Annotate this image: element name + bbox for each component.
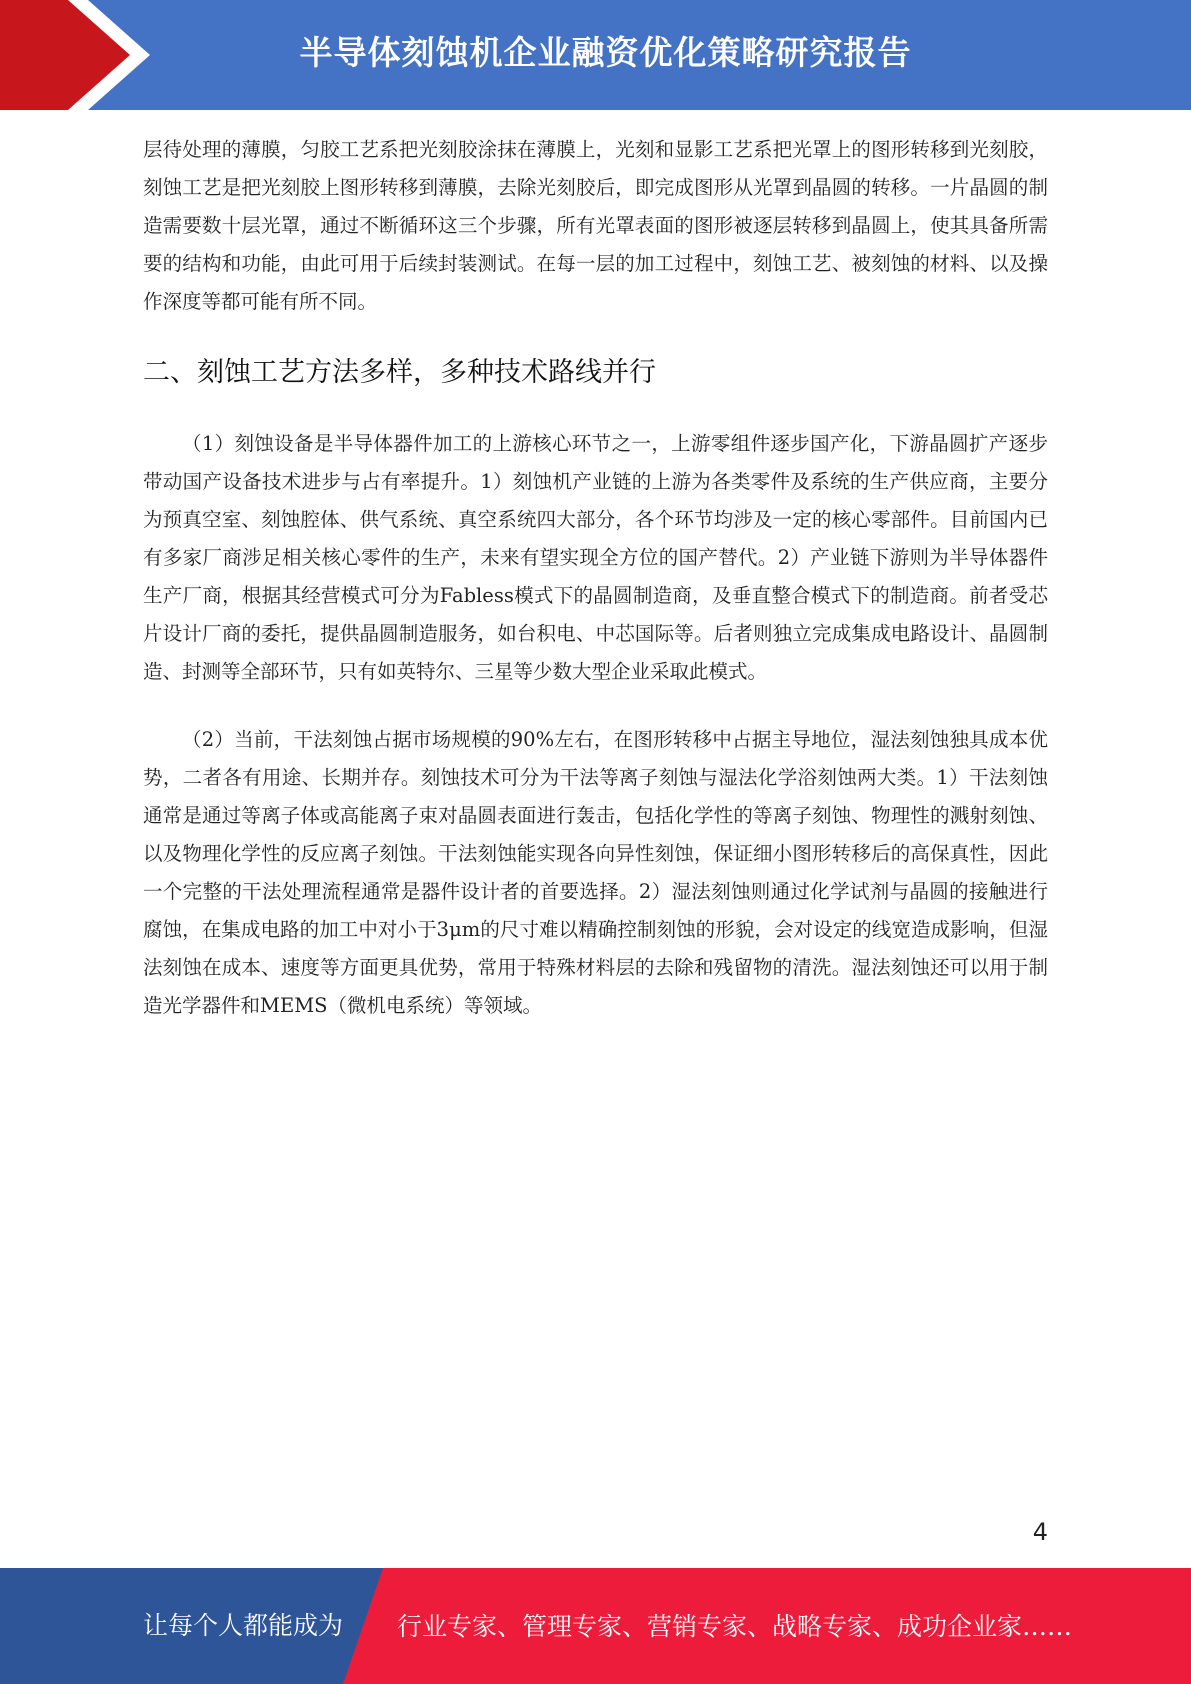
page-content [143, 131, 1048, 1025]
page-header [0, 0, 1191, 110]
body-paragraph-2: （2）当前，干法刻蚀占据市场规模的90%左右，在图形转移中占据主导地位，湿法刻蚀独具成本优势，二者各有用途、长期并存。刻蚀技术可分为干法等离子刻蚀与湿法化学浴刻蚀两大类。1）干法刻蚀通常是通过等离子体或高能离子束对晶圆表面进行轰击，包括化学性的等离子刻蚀、物理性的溅射刻蚀、以及物理化学性的反应离子刻蚀。干法刻蚀能实现各向异性刻蚀，保证细小图形转移后的高保真性，因此一个完整的干法处理流程通常是器件设计者的首要选择。2）湿法刻蚀则通过化学试剂与晶圆的接触进行腐蚀，在集成电路的加工中对小于3μm的尺寸难以精确控制刻蚀的形貌，会对设定的线宽造成影响，但湿法刻蚀在成本、速度等方面更具优势，常用于特殊材料层的去除和残留物的清洗。湿法刻蚀还可以用于制造光学器件和MEMS（微机电系统）等领域。 [143, 728, 1048, 1017]
report-title: 半导体刻蚀机企业融资优化策略研究报告 [299, 33, 912, 72]
page-footer [0, 1568, 1191, 1684]
footer-slogan-left: 让每个人都能成为 [143, 1611, 344, 1640]
intro-paragraph: 层待处理的薄膜，匀胶工艺系把光刻胶涂抹在薄膜上，光刻和显影工艺系把光罩上的图形转移到光刻胶，刻蚀工艺是把光刻胶上图形转移到薄膜，去除光刻胶后，即完成图形从光罩到晶圆的转移。一片晶圆的制造需要数十层光罩，通过不断循环这三个步骤，所有光罩表面的图形被逐层转移到晶圆上，使其具备所需要的结构和功能，由此可用于后续封装测试。在每一层的加工过程中，刻蚀工艺、被刻蚀的材料、以及操作深度等都可能有所不同。 [143, 138, 1048, 313]
section-heading: 二、刻蚀工艺方法多样，多种技术路线并行 [143, 357, 656, 388]
page-number: 4 [1032, 1518, 1048, 1546]
footer-slogan-right: 行业专家、管理专家、营销专家、战略专家、成功企业家…… [397, 1612, 1073, 1641]
body-paragraph-1: （1）刻蚀设备是半导体器件加工的上游核心环节之一，上游零组件逐步国产化，下游晶圆扩产逐步带动国产设备技术进步与占有率提升。1）刻蚀机产业链的上游为各类零件及系统的生产供应商，主要分为预真空室、刻蚀腔体、供气系统、真空系统四大部分，各个环节均涉及一定的核心零部件。目前国内已有多家厂商涉足相关核心零件的生产，未来有望实现全方位的国产替代。2）产业链下游则为半导体器件生产厂商，根据其经营模式可分为Fabless模式下的晶圆制造商，及垂直整合模式下的制造商。前者受芯片设计厂商的委托，提供晶圆制造服务，如台积电、中芯国际等。后者则独立完成集成电路设计、晶圆制造、封测等全部环节，只有如英特尔、三星等少数大型企业采取此模式。 [143, 432, 1048, 683]
paragraph-spacer [143, 691, 1048, 721]
